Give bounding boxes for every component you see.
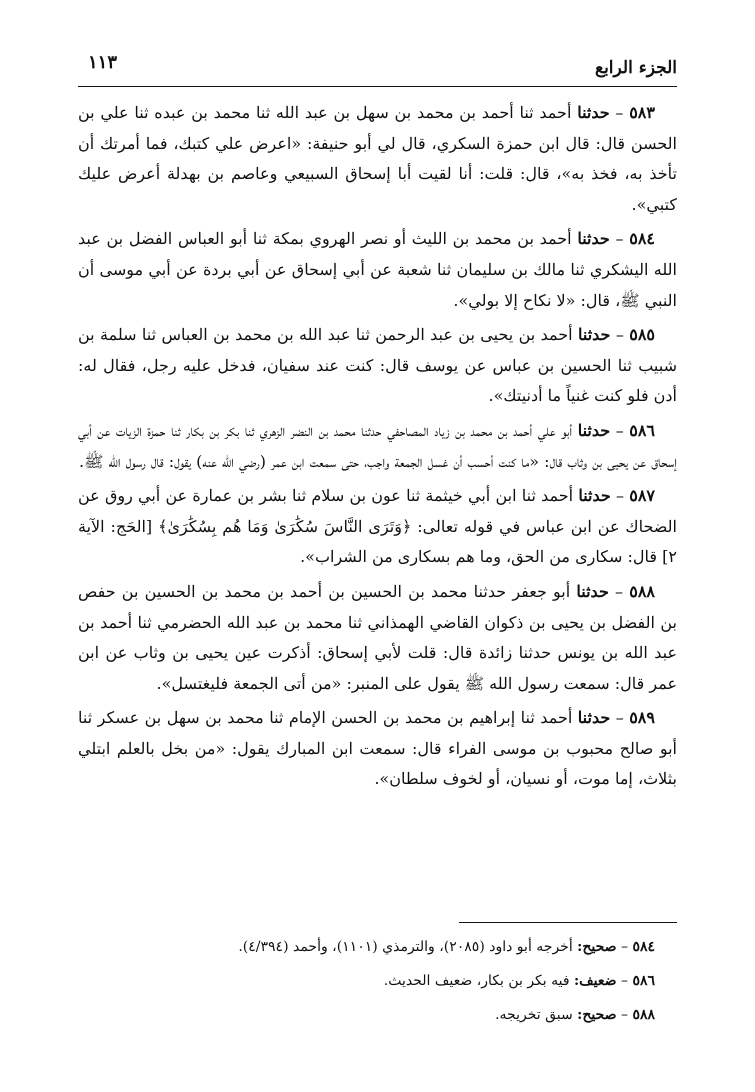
separator: – [620, 1007, 628, 1023]
footnote-number: ٥٨٤ [632, 939, 655, 955]
header-rule [78, 86, 677, 87]
footnote [78, 998, 677, 1032]
hadith-entry [78, 577, 677, 699]
footnote-grade: ضعيف: [574, 973, 617, 989]
hadith-text: أحمد بن محمد بن الليث أو نصر الهروي بمكة ثنا أبو العباس الفضل بن عبد الله اليشكري ثنا مالك بن سليمان ثنا شعبة عن أبي إسحاق عن أبي بردة عن أبي موسى أن النبي ﷺ، قال: «لا نكاح إلا بولي». [78, 229, 677, 310]
hadith-number: ٥٨٩ [629, 708, 655, 728]
hadith-number: ٥٨٧ [629, 486, 655, 506]
hadith-number: ٥٨٥ [629, 325, 656, 345]
footnote-text: أخرجه أبو داود (٢٠٨٥)، والترمذي (١١٠١)، وأحمد (٤/٣٩٤). [238, 939, 573, 955]
hadith-lead: حدثنا [578, 325, 611, 345]
hadith-entry [78, 98, 677, 220]
footnote [78, 964, 677, 998]
hadith-lead: حدثنا [577, 708, 611, 728]
page-header [78, 48, 677, 88]
hadith-text: أحمد ثنا ابن أبي خيثمة ثنا عون بن سلام ثنا بشر بن عمارة عن أبي روق عن الضحاك عن ابن عباس في قوله تعالى: ﴿وَتَرَى النَّاسَ سُكَٰرَىٰ وَمَا هُم بِسُكَٰرَىٰ﴾ [الحَج: الآية ٢] قال: سكارى من الحق، وما هم بسكارى من الشراب». [78, 486, 677, 567]
footnote-number: ٥٨٦ [632, 973, 655, 989]
hadith-number: ٥٨٤ [629, 229, 655, 249]
hadith-entry [78, 320, 677, 412]
hadith-text: أحمد ثنا إبراهيم بن محمد بن الحسن الإمام ثنا محمد بن سهل بن عسكر ثنا أبو صالح محبوب بن موسى الفراء قال: سمعت ابن المبارك يقول: «من بخل بالعلم ابتلي بثلاث، إما موت، أو نسيان، أو لخوف سلطان». [78, 708, 677, 789]
hadith-lead: حدثنا [576, 581, 609, 601]
hadith-lead: حدثنا [577, 103, 610, 122]
main-text [78, 98, 677, 799]
footnote-grade: صحيح: [577, 1007, 617, 1023]
separator: – [615, 708, 624, 728]
separator: – [615, 103, 624, 122]
hadith-lead: حدثنا [577, 229, 610, 249]
footnote [78, 930, 677, 964]
separator: – [620, 973, 628, 989]
footnotes [78, 930, 677, 1032]
separator: – [615, 229, 624, 249]
footnote-text: سبق تخريجه. [495, 1007, 573, 1023]
hadith-lead: حدثنا [577, 420, 611, 440]
hadith-entry [78, 481, 677, 573]
separator: – [616, 486, 624, 506]
hadith-entry [78, 703, 677, 795]
hadith-number: ٥٨٨ [629, 581, 655, 601]
hadith-number: ٥٨٣ [629, 103, 655, 122]
separator: – [620, 939, 628, 955]
footnote-grade: صحيح: [577, 939, 617, 955]
hadith-entry [78, 224, 677, 316]
hadith-number: ٥٨٦ [629, 420, 655, 440]
hadith-text: أبو علي أحمد بن محمد بن زياد المصاحفي حدثنا محمد بن النضر الزهري ثنا بكر بن بكار ثنا حمزة الزيات عن أبي إسحاق عن يحيى بن وثاب قال: «ما كنت أحسب أن غسل الجمعة واجب، حتى سمعت ابن عمر (رضي الله عنه) يقول: قال رسول الله ﷺ. [78, 420, 677, 471]
hadith-entry [78, 416, 677, 477]
page-number: ١١٣ [88, 52, 118, 73]
separator: – [615, 581, 624, 601]
hadith-lead: حدثنا [578, 486, 611, 506]
hadith-text: أبو جعفر حدثنا محمد بن الحسين بن أحمد بن محمد بن الحسين بن حفص بن الفضل بن يحيى بن ذكوان القاضي الهمذاني ثنا محمد بن عبد الله الحضرمي ثنا أحمد بن عبد الله بن يونس حدثنا زائدة قال: قلت لأبي إسحاق: أذكرت عين يحيى بن وثاب عن ابن عمر قال: سمعت رسول الله ﷺ يقول على المنبر: «من أتى الجمعة فليغتسل». [78, 581, 677, 693]
footnote-number: ٥٨٨ [632, 1007, 655, 1023]
footnote-text: فيه بكر بن بكار، ضعيف الحديث. [383, 973, 570, 989]
separator: – [615, 325, 624, 345]
separator: – [615, 420, 624, 440]
running-title: الجزء الرابع [595, 58, 677, 78]
footnote-rule [459, 922, 677, 923]
hadith-text: أحمد ثنا أحمد بن محمد بن سهل بن عبد الله ثنا محمد بن عبده ثنا علي بن الحسن قال: قال ابن حمزة السكري، قال لي أبو حنيفة: «اعرض علي كتبك، فما أمرتك أن تأخذ به، فخذ به»، قال: قلت: أنا لقيت أبا إسحاق السبيعي وعاصم بن بهدلة أعرض عليك كتبي». [78, 103, 677, 214]
hadith-text: أحمد بن يحيى بن عبد الرحمن ثنا عبد الله بن محمد بن العباس ثنا سلمة بن شبيب ثنا الحسين بن عباس عن يوسف قال: كنت عند سفيان، فدخل عليه رجل، فقال له: أدن فلو كنت غنياً ما أدنيتك». [78, 325, 677, 406]
